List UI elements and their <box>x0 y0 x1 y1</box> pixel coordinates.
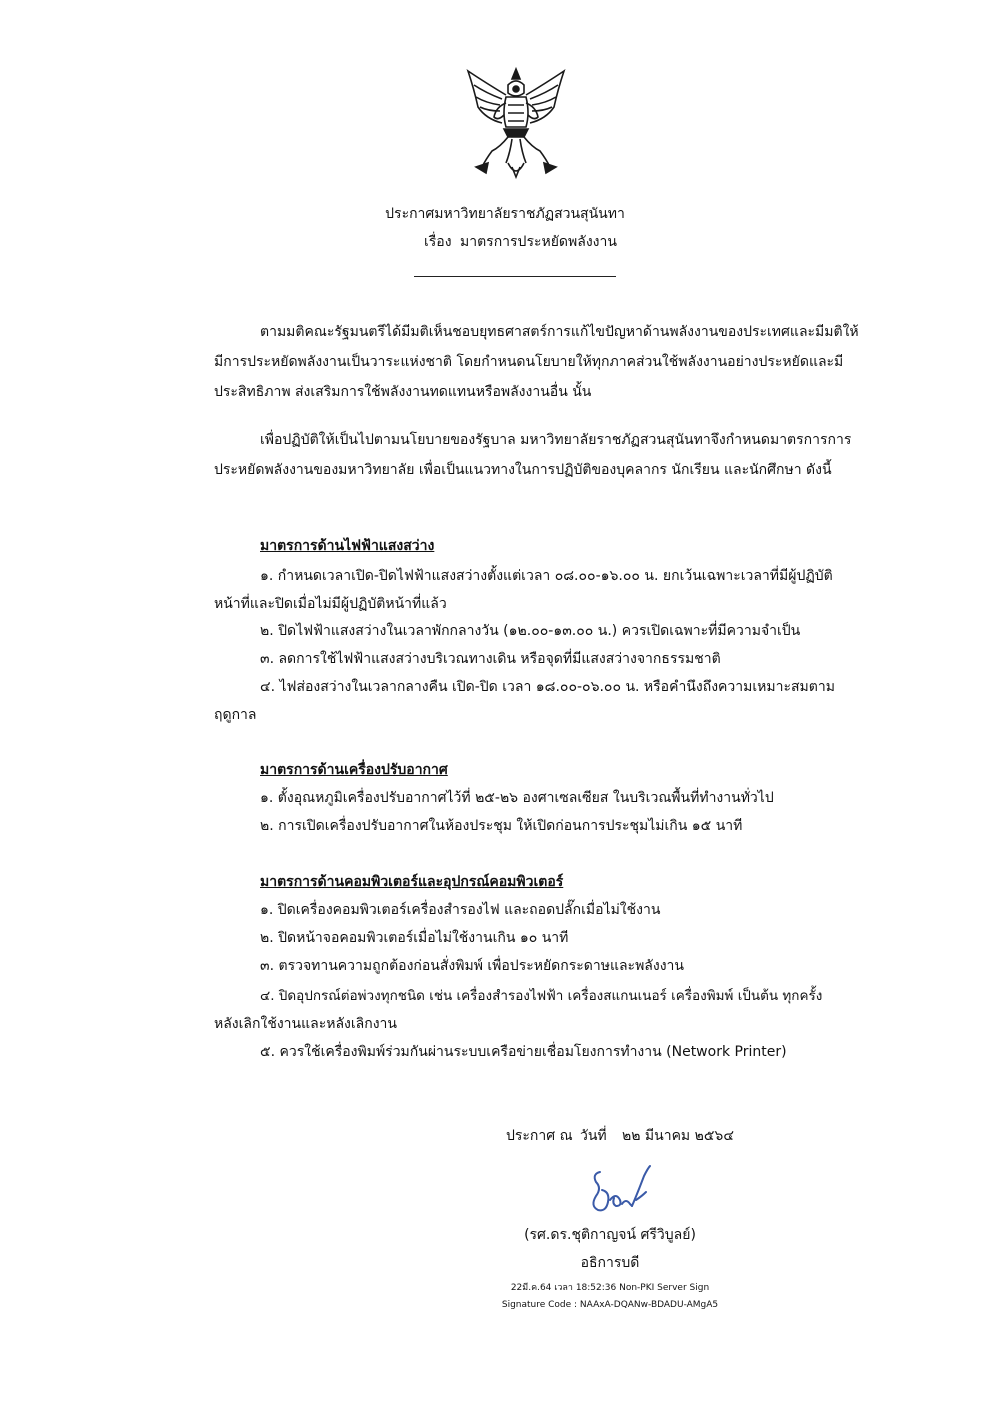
intro-paragraph-1-line-2: มีการประหยัดพลังงานเป็นวาระแห่งชาติ โดยกำหนดนโยบายให้ทุกภาคส่วนใช้พลังงานอย่างประหยัดและมี <box>214 354 844 370</box>
intro-paragraph-1-line-3: ประสิทธิภาพ ส่งเสริมการใช้พลังงานทดแทนหรือพลังงานอื่น นั้น <box>214 384 592 400</box>
computer-item-3: ๓. ตรวจทานความถูกต้องก่อนสั่งพิมพ์ เพื่อประหยัดกระดาษและพลังงาน <box>260 958 684 974</box>
subject-label: เรื่อง <box>424 234 452 250</box>
announce-label: ประกาศ ณ <box>506 1128 573 1144</box>
intro-paragraph-1-line-1: ตามมติคณะรัฐมนตรีได้มีมติเห็นชอบยุทธศาสตร์การแก้ไขปัญหาด้านพลังงานของประเทศและมีมติให้ <box>260 324 859 340</box>
intro-paragraph-2-line-1: เพื่อปฏิบัติให้เป็นไปตามนโยบายของรัฐบาล มหาวิทยาลัยราชภัฏสวนสุนันทาจึงกำหนดมาตรการการ <box>260 432 852 448</box>
signer-name: (รศ.ดร.ชุติกาญจน์ ศรีวิบูลย์) <box>524 1227 696 1243</box>
aircon-heading: มาตรการด้านเครื่องปรับอากาศ <box>260 762 448 778</box>
announcement-title: ประกาศมหาวิทยาลัยราชภัฏสวนสุนันทา <box>385 206 625 222</box>
intro-paragraph-2-line-2: ประหยัดพลังงานของมหาวิทยาลัย เพื่อเป็นแนวทางในการปฏิบัติของบุคลากร นักเรียน และนักศึกษา ดังนี้ <box>214 462 832 478</box>
signature-code: Signature Code : NAAxA-DQANw-BDADU-AMgA5 <box>501 1300 719 1310</box>
handwritten-signature <box>586 1162 658 1218</box>
lighting-item-3: ๓. ลดการใช้ไฟฟ้าแสงสว่างบริเวณทางเดิน หรือจุดที่มีแสงสว่างจากธรรมชาติ <box>260 651 721 667</box>
lighting-heading: มาตรการด้านไฟฟ้าแสงสว่าง <box>260 538 435 554</box>
announce-date-label: วันที่ <box>580 1128 607 1144</box>
lighting-item-2: ๒. ปิดไฟฟ้าแสงสว่างในเวลาพักกลางวัน (๑๒.๐๐-๑๓.๐๐ น.) ควรเปิดเฉพาะที่มีความจำเป็น <box>260 623 801 639</box>
computer-item-4-cont: หลังเลิกใช้งานและหลังเลิกงาน <box>214 1016 397 1032</box>
lighting-item-1-cont: หน้าที่และปิดเมื่อไม่มีผู้ปฏิบัติหน้าที่แล้ว <box>214 596 447 612</box>
computer-item-5: ๕. ควรใช้เครื่องพิมพ์ร่วมกันผ่านระบบเครือข่ายเชื่อมโยงการทำงาน (Network Printer) <box>260 1044 787 1060</box>
garuda-emblem <box>456 63 576 183</box>
computer-item-4: ๔. ปิดอุปกรณ์ต่อพ่วงทุกชนิด เช่น เครื่องสำรองไฟฟ้า เครื่องสแกนเนอร์ เครื่องพิมพ์ เป็นต้น ทุกครั้ง <box>260 988 823 1004</box>
computer-heading: มาตรการด้านคอมพิวเตอร์และอุปกรณ์คอมพิวเตอร์ <box>260 874 564 890</box>
lighting-item-4: ๔. ไฟส่องสว่างในเวลากลางคืน เปิด-ปิด เวลา ๑๘.๐๐-๐๖.๐๐ น. หรือคำนึงถึงความเหมาะสมตาม <box>260 679 835 695</box>
aircon-item-1: ๑. ตั้งอุณหภูมิเครื่องปรับอากาศไว้ที่ ๒๕-๒๖ องศาเซลเซียส ในบริเวณพื้นที่ทำงานทั่วไป <box>260 790 774 806</box>
header-divider <box>414 276 616 277</box>
signer-position: อธิการบดี <box>580 1255 640 1271</box>
subject-text: มาตรการประหยัดพลังงาน <box>460 234 617 250</box>
lighting-item-4-cont: ฤดูกาล <box>214 707 257 723</box>
digital-sign-info: 22มี.ค.64 เวลา 18:52:36 Non-PKI Server Sign <box>510 1283 710 1293</box>
computer-item-2: ๒. ปิดหน้าจอคอมพิวเตอร์เมื่อไม่ใช้งานเกิน ๑๐ นาที <box>260 930 569 946</box>
aircon-item-2: ๒. การเปิดเครื่องปรับอากาศในห้องประชุม ให้เปิดก่อนการประชุมไม่เกิน ๑๕ นาที <box>260 818 743 834</box>
computer-item-1: ๑. ปิดเครื่องคอมพิวเตอร์เครื่องสำรองไฟ และถอดปลั๊กเมื่อไม่ใช้งาน <box>260 902 661 918</box>
announce-date: ๒๒ มีนาคม ๒๕๖๔ <box>622 1128 734 1144</box>
lighting-item-1: ๑. กำหนดเวลาเปิด-ปิดไฟฟ้าแสงสว่างตั้งแต่เวลา ๐๘.๐๐-๑๖.๐๐ น. ยกเว้นเฉพาะเวลาที่มีผู้ปฏิบัติ <box>260 568 833 584</box>
